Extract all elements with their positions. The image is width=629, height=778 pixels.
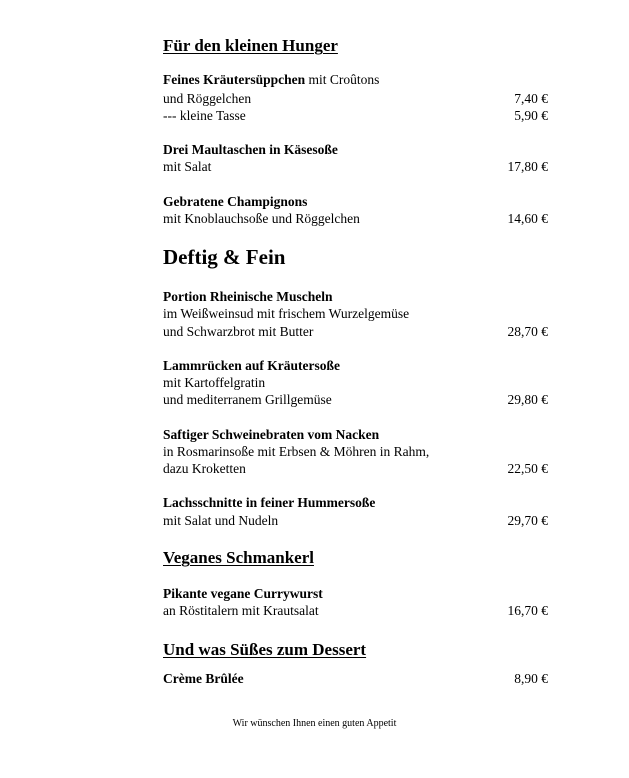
item-price: 17,80 € (507, 159, 548, 174)
section-heading-dessert: Und was Süßes zum Dessert (163, 640, 367, 659)
item-description: und mediterranem Grillgemüse (163, 392, 332, 407)
section-heading-kleiner-hunger: Für den kleinen Hunger (163, 36, 338, 55)
item-name-currywurst: Pikante vegane Currywurst (163, 586, 323, 601)
section-heading-deftig-fein: Deftig & Fein (163, 245, 286, 269)
item-variant-label: --- kleine Tasse (163, 108, 246, 123)
item-description: mit Salat und Nudeln (163, 513, 279, 528)
item-name-lachs: Lachsschnitte in feiner Hummersoße (163, 495, 376, 510)
item-description: dazu Kroketten (163, 461, 246, 476)
item-name-lamm: Lammrücken auf Kräutersoße (163, 358, 340, 373)
item-description: mit Knoblauchsoße und Röggelchen (163, 211, 360, 226)
item-price: 28,70 € (507, 324, 548, 339)
item-price: 16,70 € (507, 603, 548, 618)
section-heading-vegan: Veganes Schmankerl (163, 548, 314, 567)
item-description: mit Salat (163, 159, 212, 174)
item-description: mit Croûtons (305, 72, 380, 87)
item-description: an Röstitalern mit Krautsalat (163, 603, 319, 618)
item-name-schweinebraten: Saftiger Schweinebraten vom Nacken (163, 427, 380, 442)
item-name-champignons: Gebratene Champignons (163, 194, 308, 209)
item-variant-price: 5,90 € (514, 108, 548, 123)
item-description: in Rosmarinsoße mit Erbsen & Möhren in Rahm, (163, 444, 430, 459)
item-price: 29,70 € (507, 513, 548, 528)
item-price: 14,60 € (507, 211, 548, 226)
footer-note: Wir wünschen Ihnen einen guten Appetit (232, 718, 397, 729)
item-name: Feines Kräutersüppchen (163, 72, 306, 87)
item-price: 8,90 € (514, 671, 548, 686)
item-description: und Röggelchen (163, 91, 252, 106)
item-name-creme-brulee: Crème Brûlée (163, 671, 244, 686)
item-name-maultaschen: Drei Maultaschen in Käsesoße (163, 142, 338, 157)
item-description: im Weißweinsud mit frischem Wurzelgemüse (163, 306, 410, 321)
item-description: mit Kartoffelgratin (163, 375, 266, 390)
menu-item-suppe (163, 71, 379, 88)
item-description: und Schwarzbrot mit Butter (163, 324, 314, 339)
item-price: 22,50 € (507, 461, 548, 476)
item-name-muscheln: Portion Rheinische Muscheln (163, 289, 333, 304)
item-price: 7,40 € (514, 91, 548, 106)
item-price: 29,80 € (507, 392, 548, 407)
